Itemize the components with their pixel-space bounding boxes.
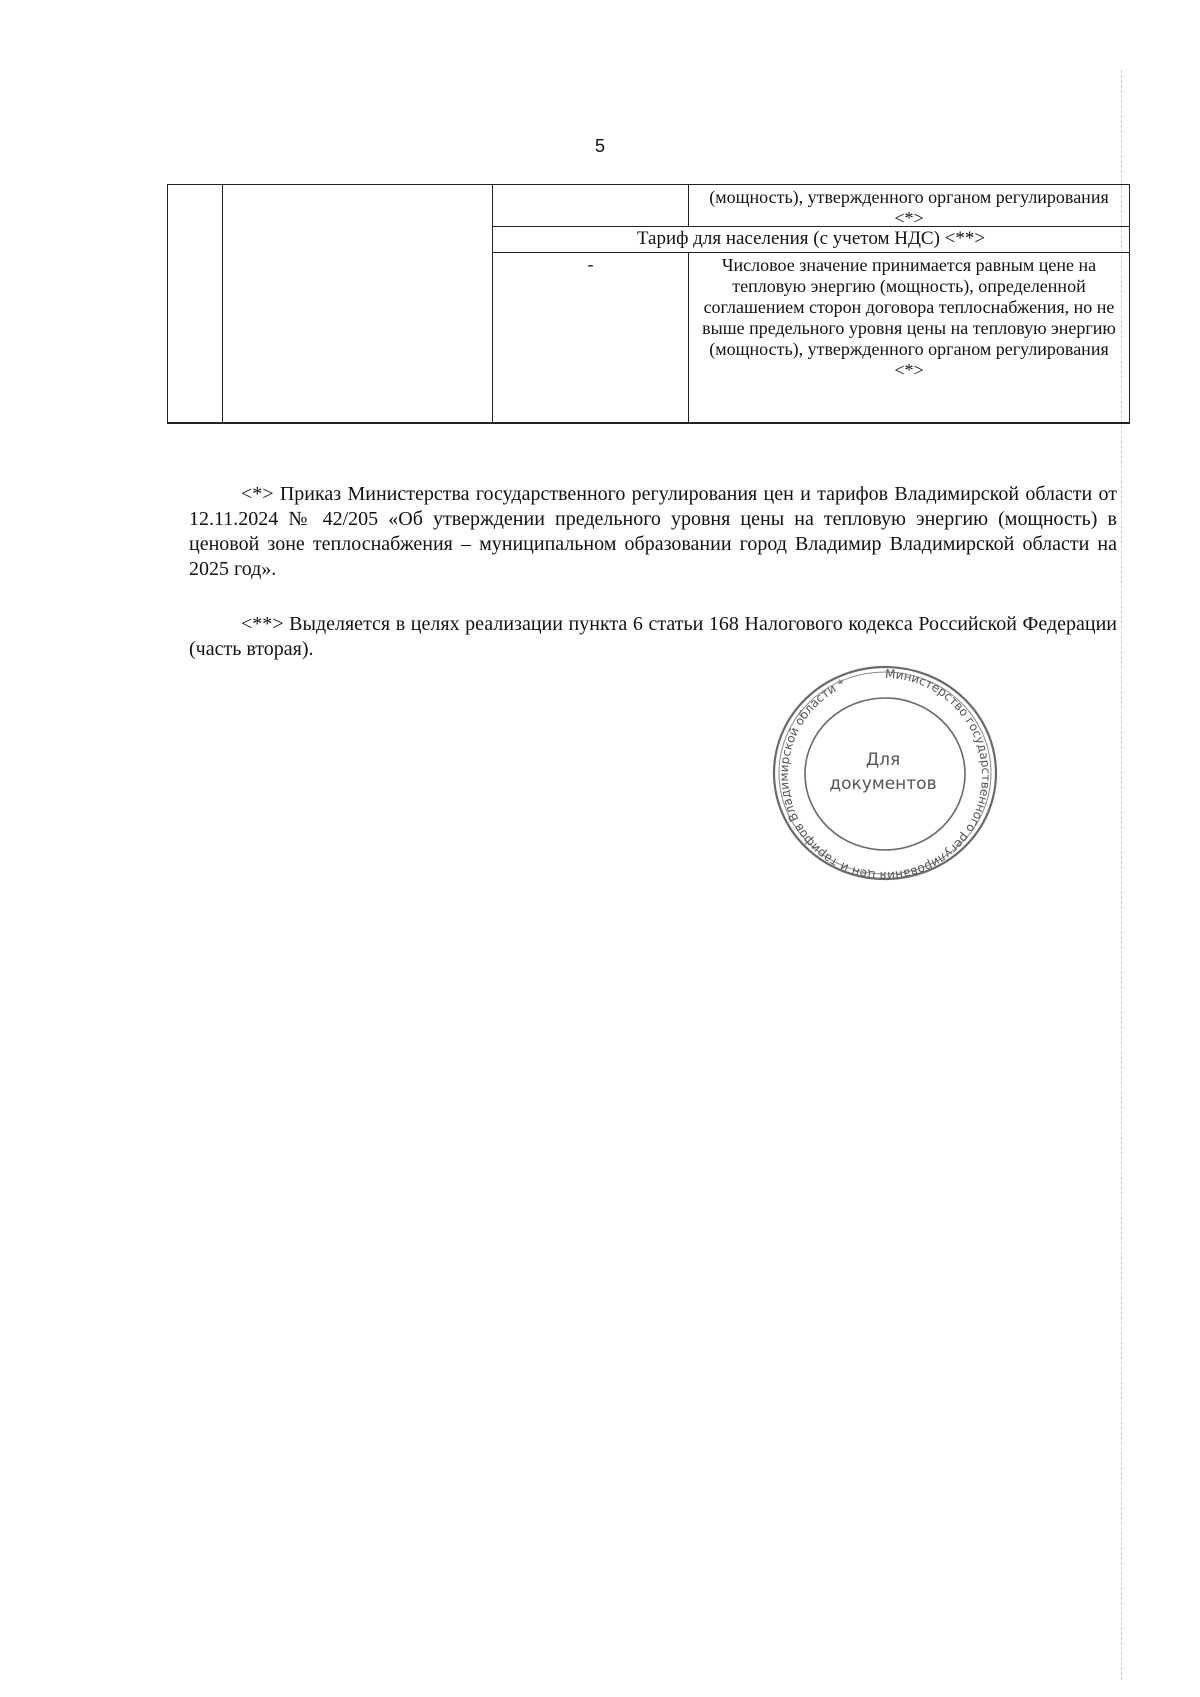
footnote-1: <*> Приказ Министерства государственного регулирования цен и тарифов Владимирской области от 12.11.2024 № 42/205 «Об утверждении предельного уровня цены на тепловую энергию (мощность) в ценовой зоне теплоснабжения – муниципальном образовании город Владимир Владимирской области на 2025 год». <box>189 483 1117 580</box>
stamp-center-line-2: документов <box>829 774 937 794</box>
table-cell-value <box>493 185 689 227</box>
stamp-center-line-1: Для <box>865 750 901 770</box>
table-cell-text: Числовое значение принимается равным цене на тепловую энергию (мощность), определенной соглашением сторон договора теплоснабжения, но не выше предельного уровня цены на тепловую энергию (мощность), утвержденного органом регулирования <*> <box>702 255 1116 380</box>
page-number: 5 <box>594 136 605 156</box>
table-cell-name <box>223 185 493 424</box>
tariff-table <box>167 184 1130 424</box>
table-cell-number <box>168 185 223 424</box>
table-cell-value <box>493 253 689 424</box>
table-subheading-cell <box>493 227 1130 253</box>
table-subheading: Тариф для населения (с учетом НДС) <**> <box>636 228 986 249</box>
table-row <box>168 185 1130 227</box>
table-cell-dash: - <box>587 254 594 274</box>
table-cell-text: (мощность), утвержденного органом регулирования <*> <box>709 187 1109 228</box>
footnote-2: <**> Выделяется в целях реализации пункта 6 статьи 168 Налогового кодекса Российской Федерации (часть вторая). <box>189 613 1117 660</box>
table-cell-description <box>689 253 1130 424</box>
stamp-ring-text: Министерство государственного регулирования цен и тарифов Владимирской области * <box>776 666 994 884</box>
official-stamp <box>765 655 1005 885</box>
table-cell-description <box>689 185 1130 227</box>
